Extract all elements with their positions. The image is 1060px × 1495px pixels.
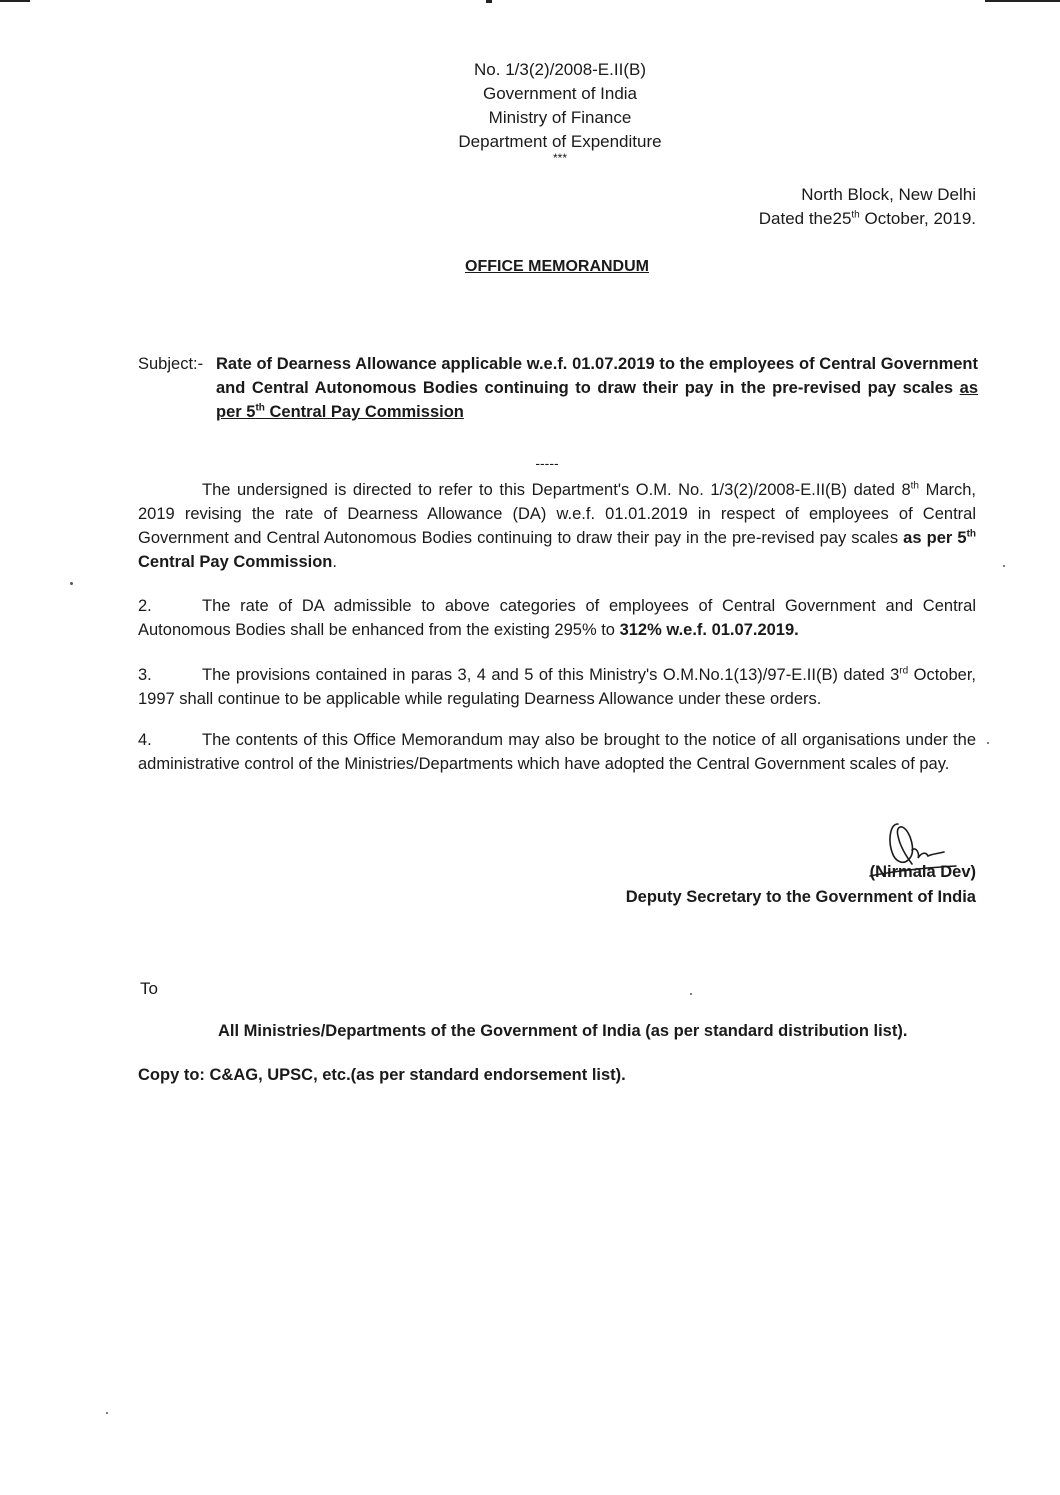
scan-edge-top-left (0, 0, 30, 2)
paragraph-4 (138, 728, 976, 776)
signatory-name: (Nirmala Dev) (869, 863, 976, 881)
paragraph-2 (138, 594, 976, 642)
document-title: OFFICE MEMORANDUM (465, 258, 649, 275)
p1-sup-b: th (966, 528, 977, 540)
p4-number: 4. (138, 731, 152, 749)
p3-number: 3. (138, 666, 152, 684)
subject-label: Subject:- (138, 355, 204, 373)
p3-part-b: October, 1997 shall continue to be applicable while regulating Dearness Allowance under these orders. (138, 666, 976, 708)
p4-text: The contents of this Office Memorandum may also be brought to the notice of all organisations under the administrative control of the Ministries/Departments which have adopted the Central Government scales of pay. (138, 731, 976, 773)
p1-end: . (332, 553, 337, 571)
scan-speck (690, 993, 692, 995)
signatory-block (626, 860, 976, 910)
distribution-line: All Ministries/Departments of the Government of India (as per standard distribution list). (218, 1022, 908, 1040)
date-rest: October, 2019. (859, 209, 976, 228)
p3-part-a: The provisions contained in paras 3, 4 and 5 of this Ministry's O.M.No.1(13)/97-E.II(B) dated 3 (202, 666, 900, 684)
subject-underlined-b: Central Pay Commission (264, 403, 464, 421)
signatory-designation: Deputy Secretary to the Government of India (625, 888, 976, 906)
p1-bold-b: Central Pay Commission (138, 553, 333, 571)
subject-sup: th (255, 402, 265, 414)
location: North Block, New Delhi (801, 185, 976, 204)
document-header (0, 58, 1060, 164)
subject-underlined-a: as per 5 (216, 379, 978, 421)
scan-edge-top-center (486, 0, 492, 3)
ministry-line: Ministry of Finance (488, 108, 632, 127)
paragraph-3 (138, 663, 976, 711)
scan-speck (70, 582, 73, 585)
subject-text (216, 352, 978, 424)
file-number: No. 1/3(2)/2008-E.II(B) (474, 60, 646, 79)
date-sup: th (851, 209, 860, 221)
document-title-wrap (0, 258, 1060, 276)
p2-bold: 312% w.e.f. 01.07.2019. (619, 621, 799, 639)
copy-to-line: Copy to: C&AG, UPSC, etc.(as per standard endorsement list). (138, 1066, 626, 1084)
scan-speck (1003, 565, 1005, 567)
separator: ----- (535, 455, 559, 471)
p2-text: The rate of DA admissible to above categories of employees of Central Government and Central Autonomous Bodies shall be enhanced from the existing 295% to (138, 597, 976, 639)
p3-sup: rd (899, 665, 909, 677)
date-prefix: Dated the (758, 209, 833, 228)
date-line (759, 207, 976, 231)
header-stars: *** (552, 151, 567, 165)
p1-part-b: March, 2019 revising the rate of Dearness Allowance (DA) w.e.f. 01.01.2019 in respect of employees of Central Government and Central Autonomous Bodies continuing to draw their pay in the pre-revised pay scales (138, 481, 977, 547)
scan-speck (987, 742, 989, 744)
date-day: 25 (832, 209, 852, 228)
p1-bold-a: as per 5 (903, 529, 967, 547)
place-and-date (759, 183, 976, 231)
subject-main: Rate of Dearness Allowance applicable w.e.f. 01.07.2019 to the employees of Central Government and Central Autonomous Bodies continuing to draw their pay in the pre-revised pay scales (216, 355, 978, 397)
separator-wrap (0, 455, 1060, 471)
scan-speck (106, 1412, 108, 1414)
government-line: Government of India (482, 84, 638, 103)
scan-edge-top-right (985, 0, 1060, 2)
to-label: To (140, 979, 158, 998)
p1-sup-a: th (910, 480, 919, 492)
p2-number: 2. (138, 597, 152, 615)
subject-block (138, 352, 978, 424)
department-line: Department of Expenditure (458, 132, 662, 151)
p1-part-a: The undersigned is directed to refer to this Department's O.M. No. 1/3(2)/2008-E.II(B) dated 8 (202, 481, 911, 499)
paragraph-1 (138, 478, 976, 574)
